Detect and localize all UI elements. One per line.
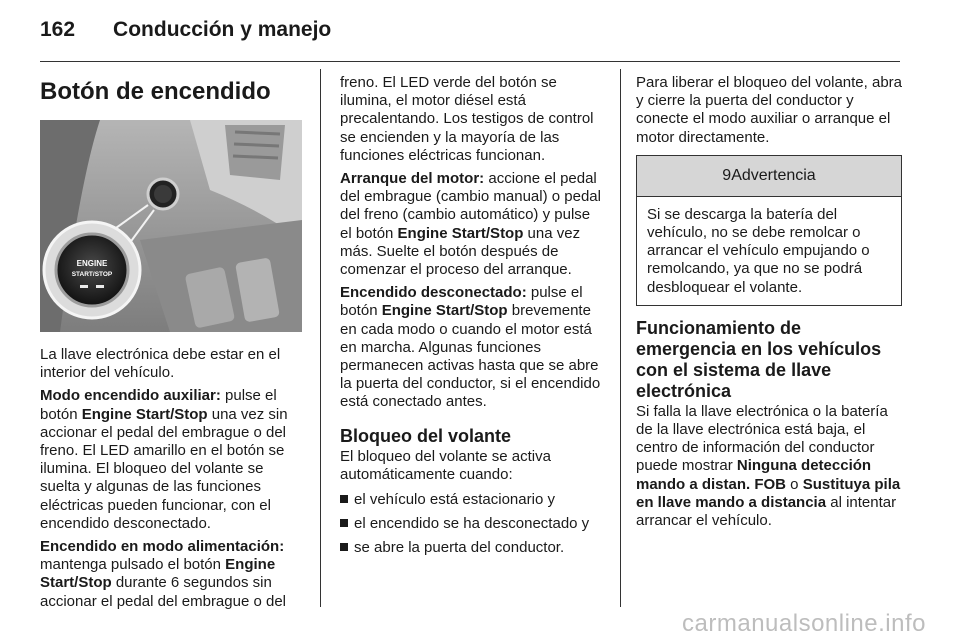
warning-triangle-icon: 9 xyxy=(722,166,732,184)
steering-lock-list xyxy=(340,491,605,558)
steering-lock-heading: Bloqueo del volante xyxy=(340,425,512,446)
chapter-title: Conducción y manejo xyxy=(113,18,332,41)
column-2 xyxy=(340,74,605,564)
steering-lock-intro: El bloqueo del volante se activa automáticamente cuando: xyxy=(340,447,551,483)
warning-box xyxy=(636,155,902,306)
warning-title: Advertencia xyxy=(731,166,816,184)
list-item: el encendido se ha desconectado y xyxy=(340,515,605,533)
car-interior-illustration xyxy=(40,120,302,332)
column-divider-2 xyxy=(620,69,621,607)
warning-header xyxy=(637,156,901,197)
power-mode-paragraph: Encendido en modo alimentación: mantenga pulsado el botón Engine Start/Stop durante 6 segundos sin accionar el pedal del embrague o del xyxy=(40,538,286,610)
page-number: 162 xyxy=(40,18,76,41)
column-3 xyxy=(636,74,902,535)
continuation-paragraph: freno. El LED verde del botón se ilumina, el motor diésel está precalentando. Los testigos de control se encienden y la mayoría de las funciones eléctricas funcionan. xyxy=(340,74,594,164)
bullet-square-icon xyxy=(340,543,348,551)
list-item: se abre la puerta del conductor. xyxy=(340,539,605,557)
section-title: Botón de encendido xyxy=(40,78,271,105)
release-paragraph: Para liberar el bloqueo del volante, abra y cierre la puerta del conductor y conecte el modo auxiliar o arranque el motor directamente. xyxy=(636,74,903,146)
emergency-paragraph: Si falla la llave electrónica o la batería de la llave electrónica está baja, el centro de información del conductor puede mostrar Ninguna detección mando a distan. FOB o Sustituya pila en llave mando a distancia al intentar arrancar el vehículo. xyxy=(636,402,901,530)
ignition-off-paragraph: Encendido desconectado: pulse el botón Engine Start/Stop brevemente en cada modo o cuando el motor está en marcha. Algunas funciones permanecen activas hasta que se abre la puerta del conductor, si el encendido está conectado antes. xyxy=(340,284,601,411)
bullet-square-icon xyxy=(340,495,348,503)
aux-mode-paragraph: Modo encendido auxiliar: pulse el botón Engine Start/Stop una vez sin accionar el pedal del embrague o del freno. El LED amarillo en el botón se ilumina. El bloqueo del volante se suelta y algunas de las funciones eléctricas pueden funcionar, con el encendido desconectado. xyxy=(40,387,288,532)
bullet-square-icon xyxy=(340,519,348,527)
page-header xyxy=(40,18,331,48)
engine-start-paragraph: Arranque del motor: accione el pedal del embrague (cambio manual) o pedal del freno (cambio automático) y pulse el botón Engine Start/Stop una vez más. Suelte el botón después de comenzar el proceso del arranque. xyxy=(340,170,601,279)
button-label-line1: ENGINE xyxy=(76,259,108,268)
list-item: el vehículo está estacionario y xyxy=(340,491,605,509)
button-label-line2: START/STOP xyxy=(71,271,113,278)
column-divider-1 xyxy=(320,69,321,607)
emergency-heading: Funcionamiento de emergencia en los vehículos con el sistema de llave electrónica xyxy=(636,317,882,401)
column-1 xyxy=(40,74,305,616)
header-rule xyxy=(40,61,900,62)
intro-paragraph: La llave electrónica debe estar en el interior del vehículo. xyxy=(40,346,281,382)
watermark: carmanualsonline.info xyxy=(682,610,926,637)
start-button-photo xyxy=(40,120,302,332)
warning-text: Si se descarga la batería del vehículo, no se debe remolcar o arrancar el vehículo empujando o remolcando, ya que no se podrá desbloquear el volante. xyxy=(647,205,870,296)
